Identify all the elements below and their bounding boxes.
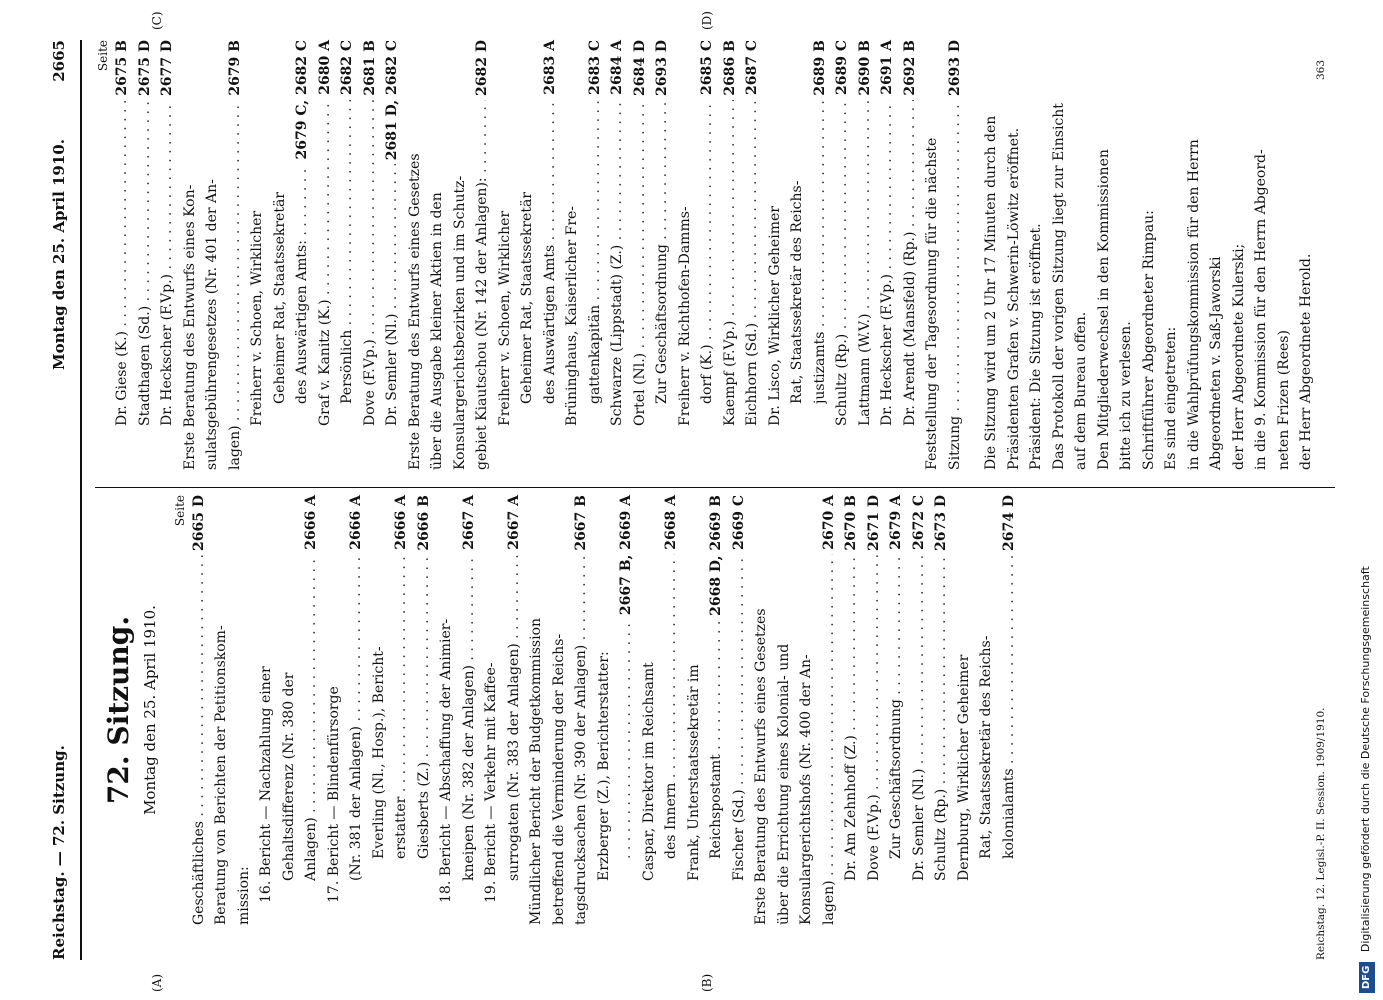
contents-line-text: gebiet Kiautschou (Nr. 142 der Anlagen): . . . xyxy=(471,100,494,470)
contents-line-text: Dr. Heckscher (F.Vp.) . . . xyxy=(876,99,899,426)
contents-line-text: Dr. Semler (Nl.) . . . xyxy=(908,554,931,881)
contents-line-page: 2681 B xyxy=(361,40,378,96)
contents-line-page: 2675 B xyxy=(114,40,130,96)
contents-line xyxy=(899,40,922,470)
contents-line xyxy=(719,40,742,470)
contents-line-text: (Nr. 381 der Anlagen) . . . xyxy=(345,554,368,881)
contents-line-text: Sitzung . . . xyxy=(944,100,967,470)
contents-line-text: sulatsgebührengesetzes (Nr. 401 der An- xyxy=(204,179,220,470)
contents-line-page: 2666 B xyxy=(415,495,432,551)
contents-line-page: 2679 C, 2682 C xyxy=(294,40,310,160)
contents-line-text: des Auswärtigen Amts: . . . xyxy=(291,163,314,404)
contents-line xyxy=(606,40,629,470)
contents-line xyxy=(584,40,607,470)
margin-marker-d: (D) xyxy=(700,11,714,30)
contents-line-text: Dr. Semler (Nl.) . . . xyxy=(381,164,404,426)
contents-line-text: Graf v. Kanitz (K.) . . . xyxy=(314,99,337,426)
contents-line-page: 2667 B, 2669 A xyxy=(618,495,634,616)
dfg-logo: DFG xyxy=(1359,962,1375,993)
contents-line xyxy=(831,40,854,470)
contents-line xyxy=(615,495,638,925)
contents-line-text: Konsulargerichtsbezirken und im Schutz- xyxy=(451,175,468,470)
contents-line-page: 2674 D xyxy=(1000,495,1017,551)
opening-line: der Herr Abgeordnete Kulerski; xyxy=(1230,243,1247,470)
contents-line-text: Freiherr v. Schoen, Wirklicher xyxy=(496,210,513,426)
contents-line xyxy=(336,40,359,470)
contents-line xyxy=(278,495,301,925)
margin-marker-a: (A) xyxy=(150,973,164,992)
contents-line xyxy=(413,495,436,925)
contents-line xyxy=(570,495,593,925)
contents-line-text: über die Errichtung eines Kolonial- und xyxy=(775,643,792,925)
contents-line xyxy=(525,495,548,925)
contents-line-text: Zur Geschäftsordnung . . . xyxy=(885,554,908,859)
contents-line-page: 2686 B xyxy=(721,40,738,96)
header-rule xyxy=(80,40,82,960)
contents-line xyxy=(593,495,616,925)
opening-line: der Herr Abgeordnete Herold. xyxy=(1298,253,1314,470)
contents-line-page: 2677 D xyxy=(159,40,175,96)
contents-line xyxy=(876,40,899,470)
contents-line-page: 2682 C xyxy=(339,40,355,95)
seite-label-left: Seite xyxy=(172,495,187,527)
right-column xyxy=(95,40,1318,470)
contents-line-text: Everling (Nl., Hosp.), Bericht- xyxy=(370,646,387,859)
contents-line xyxy=(944,40,967,470)
contents-line-text: Brüninghaus, Kaiserlicher Fre- xyxy=(564,205,580,426)
contents-line-page: 2692 B xyxy=(901,40,918,96)
digitization-note-text-wrap xyxy=(1355,8,1377,993)
contents-line-text: justizamts . . . xyxy=(809,100,832,404)
contents-line xyxy=(179,40,202,470)
contents-line-page: 2687 C xyxy=(744,40,760,95)
contents-line-text: Geheimer Rat, Staatssekretär xyxy=(271,191,288,404)
contents-line-text: Gehaltsdifferenz (Nr. 380 der xyxy=(280,672,297,881)
contents-line-text: kneipen (Nr. 382 der Anlagen) . . . xyxy=(458,554,481,881)
contents-line xyxy=(786,40,809,470)
contents-line xyxy=(930,495,953,925)
contents-line-page: 2684 D xyxy=(631,40,648,96)
contents-line-text: Giesberts (Z.) . . . xyxy=(413,555,436,859)
contents-line-text: Freiherr v. Schoen, Wirklicher xyxy=(249,210,265,426)
contents-line-text: Dernburg, Wirklicher Geheimer xyxy=(955,654,972,881)
contents-line xyxy=(134,40,157,470)
contents-line-text: Fischer (Sd.) . . . xyxy=(728,554,751,881)
contents-line xyxy=(809,40,832,470)
contents-line xyxy=(674,40,697,470)
digitization-note-text: Digitalisierung gefördert durch die Deutsche Forschungsgemeinschaft xyxy=(1359,566,1372,953)
contents-line-page: 2680 A xyxy=(316,40,333,95)
contents-line xyxy=(210,495,233,925)
footer-signum: 363 xyxy=(1315,59,1327,80)
session-date: Montag den 25. April 1910. xyxy=(141,605,159,815)
contents-line-text: Dr. Am Zehnhoff (Z.) . . . xyxy=(840,555,863,881)
contents-line-page: 2667 A xyxy=(505,495,522,550)
contents-line xyxy=(863,495,886,925)
contents-line-text: Dove (F.Vp.) . . . xyxy=(863,555,886,881)
contents-line-text: lagen) . . . xyxy=(818,554,841,925)
contents-line-text: kolonialamts . . . xyxy=(998,555,1021,859)
running-header xyxy=(50,40,78,960)
contents-line-page: 2666 A xyxy=(303,495,319,550)
margin-marker-b: (B) xyxy=(700,973,714,992)
contents-line-text: Zur Geschäftsordnung . . . xyxy=(651,100,674,404)
column-separator xyxy=(95,487,1335,488)
contents-line-page: 2675 D xyxy=(136,40,153,96)
contents-line xyxy=(764,40,787,470)
contents-line xyxy=(224,40,247,470)
contents-line-text: 17. Bericht — Blindenfürsorge xyxy=(325,686,342,903)
contents-line xyxy=(426,40,449,470)
contents-line xyxy=(404,40,427,470)
contents-line-page: 2668 D, 2669 B xyxy=(708,495,724,616)
contents-line xyxy=(390,495,413,925)
contents-line xyxy=(854,40,877,470)
contents-line xyxy=(435,495,458,925)
contents-line-text: über die Ausgabe kleiner Aktien in den xyxy=(429,192,445,470)
contents-line xyxy=(233,495,256,925)
contents-line-text: gattenkapitän . . . xyxy=(584,99,607,404)
contents-line-page: 2670 A xyxy=(820,495,837,550)
contents-line-page: 2679 A xyxy=(888,495,904,550)
page-footer xyxy=(1315,59,1327,960)
contents-line-page: 2671 D xyxy=(865,495,882,551)
section-gap xyxy=(966,40,980,470)
opening-line: Abgeordneten v. Saß-Jaworski xyxy=(1208,256,1224,470)
contents-line-text: 19. Bericht — Verkehr mit Kaffee- xyxy=(483,662,499,903)
digitization-note xyxy=(1355,8,1377,993)
contents-line-page: 2672 C xyxy=(910,495,927,550)
contents-line-page: 2666 A xyxy=(393,495,409,550)
contents-line-text: erstatter . . . xyxy=(390,554,413,859)
contents-line-page: 2669 C xyxy=(730,495,747,550)
contents-line xyxy=(908,495,931,925)
contents-line xyxy=(156,40,179,470)
contents-line-page: 2684 A xyxy=(609,40,625,95)
contents-line xyxy=(705,495,728,925)
contents-line xyxy=(300,495,323,925)
contents-line xyxy=(651,40,674,470)
contents-line-text: des Auswärtigen Amts . . . xyxy=(539,99,562,404)
contents-line xyxy=(359,40,382,470)
contents-line xyxy=(381,40,404,470)
contents-line xyxy=(494,40,517,470)
contents-line xyxy=(480,495,503,925)
contents-line-text: Erste Beratung des Entwurfs eines Kon- xyxy=(181,184,198,470)
left-contents-list xyxy=(188,495,1021,925)
contents-line xyxy=(345,495,368,925)
contents-line-text xyxy=(615,619,638,859)
header-right: Montag den 25. April 1910. xyxy=(50,139,68,370)
contents-line-page: 2685 C xyxy=(699,40,715,95)
opening-line: Das Protokoll der vorigen Sitzung liegt zur Einsicht xyxy=(1050,103,1067,470)
contents-line xyxy=(539,40,562,470)
opening-line: auf dem Bureau offen. xyxy=(1073,311,1089,470)
contents-line-text: Beratung von Berichten der Petitionskom- xyxy=(213,625,229,925)
opening-line: Präsident: Die Sitzung ist eröffnet. xyxy=(1028,223,1044,470)
contents-line xyxy=(998,495,1021,925)
contents-line xyxy=(368,495,391,925)
contents-line-text: lagen) . . . xyxy=(224,100,247,470)
contents-line-text: Erste Beratung des Entwurfs eines Gesetzes xyxy=(753,608,769,925)
contents-line-page: 2683 A xyxy=(541,40,558,95)
contents-line xyxy=(255,495,278,925)
contents-line-text: Persönlich . . . xyxy=(336,99,359,404)
contents-line xyxy=(201,40,224,470)
opening-line: Den Mitgliederwechsel in den Kommissionen xyxy=(1095,149,1112,470)
contents-line-text: Frank, Unterstaatssekretär im xyxy=(685,664,702,881)
contents-line-page: 2679 B xyxy=(226,40,243,96)
contents-line xyxy=(548,495,571,925)
seite-label-right: Seite xyxy=(96,40,110,72)
session-title: 72. Sitzung. xyxy=(102,615,135,805)
contents-line-page: 2691 A xyxy=(879,40,895,95)
opening-line: in die 9. Kommission für den Herrn Abgeord- xyxy=(1253,149,1269,470)
contents-line-text: Stadthagen (Sd.) . . . xyxy=(134,100,157,426)
contents-line xyxy=(975,495,998,925)
contents-line xyxy=(773,495,796,925)
contents-line-text: dorf (K.) . . . xyxy=(696,99,719,404)
contents-line-text: Kaempf (F.Vp.) . . . xyxy=(719,100,742,426)
contents-line xyxy=(323,495,346,925)
contents-line-text: Rat, Staatssekretär des Reichs- xyxy=(789,180,805,404)
opening-line: Schriftführer Abgeordneter Rimpau: xyxy=(1140,210,1157,470)
contents-line-page: 2683 C xyxy=(586,40,603,95)
contents-line xyxy=(629,40,652,470)
footer-session-info: Reichstag. 12. Legisl.-P. II. Session. 1909/1910. xyxy=(1315,707,1327,960)
contents-line xyxy=(314,40,337,470)
contents-line xyxy=(471,40,494,470)
contents-line xyxy=(458,495,481,925)
contents-line xyxy=(503,495,526,925)
contents-line-text: 18. Bericht — Abschaffung der Animier- xyxy=(438,618,454,903)
opening-line: Präsidenten Grafen v. Schwerin-Löwitz eröffnet. xyxy=(1005,127,1022,470)
contents-line-page: 2689 C xyxy=(834,40,850,95)
opening-line: Die Sitzung wird um 2 Uhr 17 Minuten durch den xyxy=(983,115,999,470)
contents-line-page: 2667 A xyxy=(460,495,477,550)
contents-line-text: Geschäftliches . . . xyxy=(188,555,211,925)
contents-line-page: 2693 D xyxy=(946,40,963,96)
contents-line-text: 16. Bericht — Nachzahlung einer xyxy=(258,666,274,903)
contents-line-text: Konsulargerichtshofs (Nr. 400 der An- xyxy=(798,654,814,925)
contents-line-page: 2670 B xyxy=(843,495,859,551)
header-left: Reichstag. — 72. Sitzung. xyxy=(50,745,68,960)
contents-line xyxy=(638,495,661,925)
contents-line-text: Dr. Heckscher (F.Vp.) . . . xyxy=(156,100,179,426)
contents-line xyxy=(696,40,719,470)
session-opening-text xyxy=(980,40,1318,470)
contents-line-text: Reichspostamt . . . xyxy=(705,620,728,859)
right-contents-list xyxy=(111,40,966,470)
contents-line xyxy=(660,495,683,925)
contents-line-page: 2682 D xyxy=(474,40,490,96)
contents-line xyxy=(953,495,976,925)
contents-line-text: tagsdrucksachen (Nr. 390 der Anlagen) . . . xyxy=(570,555,593,925)
contents-line xyxy=(449,40,472,470)
page-number: 2665 xyxy=(50,40,68,82)
contents-line-text: Anlagen) . . . xyxy=(300,554,323,881)
contents-line-text: Geheimer Rat, Staatssekretär xyxy=(519,191,535,404)
contents-line-text: Erzberger (Z.), Berichterstatter: xyxy=(595,651,612,881)
contents-line xyxy=(269,40,292,470)
contents-line-text: Freiherr v. Richthofen-Damms- xyxy=(676,206,693,426)
opening-line: neten Frizen (Rees) xyxy=(1275,330,1292,470)
contents-line xyxy=(561,40,584,470)
margin-marker-c: (C) xyxy=(150,11,164,30)
contents-line-text: Lattmann (W.V.) . . . xyxy=(854,100,877,426)
contents-line-text: Caspar, Direktor im Reichsamt xyxy=(640,662,657,881)
contents-line-text: Schultz (Rp.) . . . xyxy=(930,555,953,881)
contents-line xyxy=(885,495,908,925)
contents-line xyxy=(741,40,764,470)
contents-line-page: 2673 D xyxy=(933,495,949,551)
contents-line xyxy=(840,495,863,925)
left-column xyxy=(95,495,1020,925)
contents-line xyxy=(246,40,269,470)
opening-line: Es sind eingetreten: xyxy=(1163,326,1179,470)
contents-line-page: 2667 B xyxy=(573,495,589,551)
contents-line-text: Mündlicher Bericht der Budgetkommission xyxy=(528,617,544,925)
contents-line-text: Dove (F.Vp.) . . . xyxy=(359,100,382,426)
opening-line: bitte ich zu verlesen. xyxy=(1118,321,1134,470)
contents-line xyxy=(683,495,706,925)
contents-line xyxy=(921,40,944,470)
contents-line xyxy=(291,40,314,470)
opening-line: in die Wahlprüfungskommission für den Herrn xyxy=(1185,139,1202,470)
contents-line-text: surrogaten (Nr. 383 der Anlagen) . . . xyxy=(503,554,526,881)
contents-line xyxy=(111,40,134,470)
contents-line-text: betreffend die Verminderung der Reichs- xyxy=(550,633,567,925)
contents-line-page: 2681 D, 2682 C xyxy=(384,40,400,161)
contents-line xyxy=(728,495,751,925)
contents-line xyxy=(516,40,539,470)
contents-line xyxy=(750,495,773,925)
contents-line-page: 2666 A xyxy=(348,495,364,550)
contents-line-page: 2668 A xyxy=(663,495,679,550)
contents-line-page: 2665 D xyxy=(190,495,207,551)
contents-line-text: Ortel (Nl.) . . . xyxy=(629,100,652,426)
contents-line-text: Dr. Giese (K.) . . . xyxy=(111,100,134,426)
contents-line-text: Dr. Lisco, Wirklicher Geheimer xyxy=(766,206,783,426)
contents-line xyxy=(188,495,211,925)
contents-line-page: 2689 B xyxy=(811,40,828,96)
contents-line-text: Rat, Staatssekretär des Reichs- xyxy=(978,635,994,859)
contents-line-text: Schwarze (Lippstadt) (Z.) . . . xyxy=(606,99,629,426)
contents-line-text: Schultz (Rp.) . . . xyxy=(831,99,854,426)
contents-line-page: 2693 D xyxy=(654,40,670,96)
contents-line-text: Erste Beratung des Entwurfs eines Gesetzes xyxy=(406,153,423,470)
contents-line-text: Dr. Arendt (Mansfeld) (Rp.) . . . xyxy=(899,100,922,426)
contents-line-text: des Innern . . . xyxy=(660,554,683,859)
contents-line-text: Eichhorn (Sd.) . . . xyxy=(741,99,764,426)
contents-line xyxy=(818,495,841,925)
contents-line-text: Feststellung der Tagesordnung für die nächste xyxy=(924,137,940,470)
contents-line-text: mission: xyxy=(235,866,252,925)
contents-line xyxy=(795,495,818,925)
contents-line-page: 2690 B xyxy=(856,40,873,96)
